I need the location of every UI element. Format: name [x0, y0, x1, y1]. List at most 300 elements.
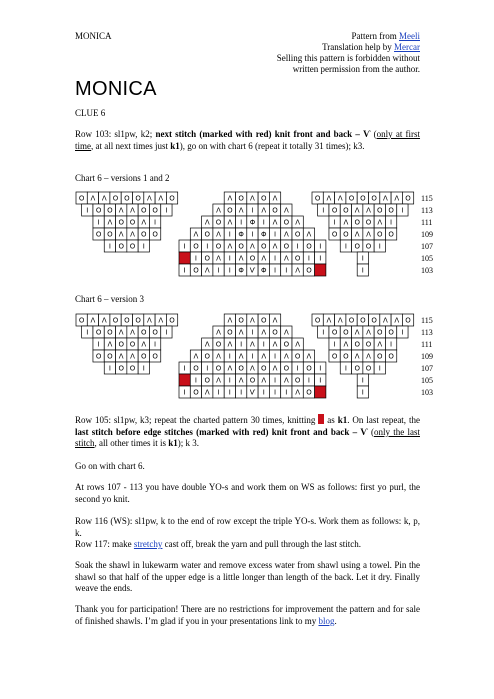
svg-text:O: O — [95, 328, 102, 337]
svg-text:I: I — [142, 242, 145, 251]
svg-text:O: O — [354, 218, 360, 227]
chart-cell-decrease — [247, 338, 258, 350]
svg-text:I: I — [307, 254, 310, 263]
row-number: 105 — [421, 376, 433, 385]
svg-text:O: O — [193, 242, 199, 251]
chart-cell-yarn-over — [374, 326, 385, 338]
chart-cell-yarn-over — [127, 216, 138, 228]
chart-cell-knit — [397, 326, 408, 338]
chart-cell-yarn-over — [258, 362, 269, 374]
chart-cell-knit — [190, 252, 201, 264]
chart-cell-yarn-over — [138, 228, 149, 240]
svg-text:Λ: Λ — [204, 388, 210, 397]
svg-text:O: O — [141, 230, 147, 239]
chart-cell-yarn-over — [357, 314, 368, 326]
chart-cell-yarn-over — [202, 374, 213, 386]
chart-cell-double-yo — [247, 216, 258, 228]
chart-cell-yarn-over — [402, 192, 413, 204]
svg-text:Λ: Λ — [272, 316, 278, 325]
svg-text:Λ: Λ — [90, 316, 96, 325]
svg-text:O: O — [135, 194, 141, 203]
chart-cell-yarn-over — [352, 216, 363, 228]
svg-text:Λ: Λ — [90, 194, 96, 203]
svg-text:O: O — [343, 328, 349, 337]
svg-text:I: I — [344, 242, 347, 251]
svg-text:I: I — [228, 376, 231, 385]
svg-text:I: I — [240, 218, 243, 227]
svg-text:O: O — [141, 352, 147, 361]
svg-text:I: I — [194, 254, 197, 263]
chart-cell-decrease — [247, 240, 258, 252]
chart-cell-decrease — [138, 338, 149, 350]
svg-text:I: I — [378, 242, 381, 251]
svg-text:Λ: Λ — [158, 194, 164, 203]
header-selling-notice: Selling this pattern is forbidden without — [276, 53, 420, 63]
svg-text:Λ: Λ — [158, 316, 164, 325]
svg-text:Λ: Λ — [250, 242, 255, 251]
chart-cell-yarn-over — [303, 386, 314, 398]
svg-text:O: O — [388, 352, 394, 361]
chart-cell-knit — [357, 374, 368, 386]
row105-text-e: last stitch before edge stitches (marked with red) knit front and back – Ѵ — [75, 426, 368, 437]
svg-text:Λ: Λ — [130, 328, 135, 337]
svg-text:O: O — [377, 206, 383, 215]
svg-text:O: O — [118, 218, 124, 227]
chart-cell-decrease — [269, 192, 280, 204]
svg-text:Λ: Λ — [377, 218, 383, 227]
chart-cell-decrease — [269, 314, 280, 326]
chart-cell-yarn-over — [281, 362, 292, 374]
svg-text:Λ: Λ — [141, 340, 147, 349]
svg-text:Λ: Λ — [118, 328, 124, 337]
svg-text:I: I — [228, 230, 231, 239]
svg-text:O: O — [238, 316, 244, 325]
svg-text:I: I — [108, 364, 111, 373]
chart-cell-knit — [340, 240, 351, 252]
chart-cell-knit — [269, 350, 280, 362]
chart-cell-knit — [247, 228, 258, 240]
chart-cell-yarn-over — [352, 338, 363, 350]
chart-cell-yarn-over — [76, 314, 87, 326]
svg-text:O: O — [283, 218, 290, 227]
chart-cell-yarn-over — [224, 326, 235, 338]
svg-text:O: O — [260, 242, 267, 251]
chart-cell-yarn-over — [190, 386, 201, 398]
chart-cell-yarn-over — [190, 362, 201, 374]
row-105-instructions — [75, 414, 420, 450]
chart-cell-decrease — [303, 228, 314, 240]
svg-text:O: O — [371, 194, 377, 203]
chart-cell-knit — [213, 264, 224, 276]
svg-text:Λ: Λ — [216, 352, 221, 361]
svg-text:Λ: Λ — [283, 328, 289, 337]
svg-text:Λ: Λ — [227, 242, 233, 251]
chart-cell-knit — [269, 264, 280, 276]
header-permission-notice: written permission from the author. — [292, 64, 420, 74]
svg-text:I: I — [361, 254, 364, 263]
svg-text:I: I — [274, 352, 277, 361]
svg-text:O: O — [294, 254, 301, 263]
chart-cell-yarn-over — [303, 362, 314, 374]
svg-text:I: I — [401, 328, 404, 337]
svg-text:Φ: Φ — [260, 266, 267, 275]
mercar-link[interactable]: Mercar — [394, 42, 420, 52]
svg-text:Λ: Λ — [261, 328, 267, 337]
svg-text:O: O — [365, 242, 372, 251]
chart-cell-double-yo — [258, 228, 269, 240]
svg-text:I: I — [333, 340, 336, 349]
chart-cell-knit — [329, 338, 340, 350]
chart-cell-decrease — [99, 192, 110, 204]
chart-cell-yarn-over — [269, 326, 280, 338]
svg-text:O: O — [204, 376, 211, 385]
blog-link[interactable]: blog — [318, 615, 335, 626]
chart-cell-knit — [202, 362, 213, 374]
svg-text:O: O — [215, 242, 222, 251]
row105-text-a: Row 105: sl1pw, k3; repeat the charted pattern 30 times, knitting — [75, 415, 319, 425]
chart-cell-knit — [149, 338, 160, 350]
svg-text:I: I — [378, 364, 381, 373]
svg-text:O: O — [249, 376, 256, 385]
chart-cell-knit — [224, 228, 235, 240]
chart-cell-decrease — [202, 386, 213, 398]
svg-text:Λ: Λ — [101, 316, 107, 325]
svg-text:Λ: Λ — [118, 206, 124, 215]
svg-text:Λ: Λ — [283, 206, 289, 215]
chart-cell-knit — [315, 362, 326, 374]
chart-cell-yarn-over — [269, 204, 280, 216]
svg-text:O: O — [95, 352, 102, 361]
chart-cell-yarn-over — [213, 240, 224, 252]
chart-cell-yarn-over — [312, 192, 323, 204]
chart-cell-decrease — [202, 216, 213, 228]
chart-cell-yarn-over — [258, 192, 269, 204]
chart-cell-decrease — [116, 350, 127, 362]
chart-cell-yarn-over — [363, 362, 374, 374]
svg-text:O: O — [388, 328, 394, 337]
chart-cell-decrease — [224, 240, 235, 252]
chart-cell-yarn-over — [138, 350, 149, 362]
svg-text:Λ: Λ — [238, 206, 244, 215]
chart-cell-knit — [318, 204, 329, 216]
chart-cell-yarn-over — [104, 350, 115, 362]
chart-cell-decrease — [258, 374, 269, 386]
chart-cell-red-edge — [179, 252, 190, 264]
svg-text:I: I — [154, 340, 157, 349]
svg-text:I: I — [108, 242, 111, 251]
chart-cell-yarn-over — [363, 338, 374, 350]
row-number: 109 — [421, 352, 433, 361]
svg-text:Λ: Λ — [283, 254, 289, 263]
svg-text:O: O — [124, 194, 130, 203]
chart-cell-yarn-over — [224, 204, 235, 216]
chart-cell-decrease — [190, 350, 201, 362]
svg-text:Λ: Λ — [118, 352, 124, 361]
svg-text:Λ: Λ — [107, 340, 113, 349]
svg-text:I: I — [274, 388, 277, 397]
soak-instructions: Soak the shawl in lukewarm water and remove excess water from shawl using a towel. Pin the shawl so that half of the upper edge is a little longer than length of the back. Let it dry. Finally weave the ends. — [75, 560, 420, 593]
chart-cell-yarn-over — [329, 204, 340, 216]
svg-text:O: O — [215, 364, 222, 373]
svg-text:O: O — [249, 254, 256, 263]
svg-text:O: O — [343, 230, 349, 239]
stretchy-link[interactable]: stretchy — [133, 539, 163, 549]
chart-cell-decrease — [269, 362, 280, 374]
chart-cell-knit — [224, 374, 235, 386]
chart-cell-decrease — [352, 350, 363, 362]
chart-cell-decrease — [104, 338, 115, 350]
rows-107-113-text: At rows 107 - 113 you have double YO-s and work them on WS as follows: first yo purl, the second yo knit. — [75, 482, 420, 504]
chart-cell-red-edge — [179, 374, 190, 386]
chart-cell-decrease — [281, 252, 292, 264]
svg-text:O: O — [272, 328, 278, 337]
chart-cell-yarn-over — [104, 228, 115, 240]
chart-cell-double-yo — [236, 264, 247, 276]
row-number: 107 — [421, 364, 433, 373]
svg-text:O: O — [107, 352, 113, 361]
chart-cell-decrease — [116, 228, 127, 240]
svg-text:I: I — [228, 266, 231, 275]
svg-text:Ѵ: Ѵ — [249, 266, 256, 275]
chart-cell-knit — [104, 240, 115, 252]
svg-text:I: I — [183, 266, 186, 275]
svg-text:I: I — [183, 364, 186, 373]
svg-text:I: I — [228, 388, 231, 397]
chart-cell-knit — [247, 350, 258, 362]
svg-text:Λ: Λ — [227, 340, 233, 349]
chart-cell-knit — [303, 252, 314, 264]
chart-cell-yarn-over — [93, 204, 104, 216]
chart-cell-yarn-over — [213, 362, 224, 374]
svg-text:O: O — [371, 316, 377, 325]
chart-cell-knit — [93, 216, 104, 228]
svg-text:O: O — [272, 206, 278, 215]
svg-text:Λ: Λ — [227, 364, 233, 373]
chart-cell-decrease — [202, 264, 213, 276]
svg-text:O: O — [306, 364, 312, 373]
svg-text:Λ: Λ — [204, 266, 210, 275]
svg-text:O: O — [260, 194, 267, 203]
chart-cell-knit — [357, 252, 368, 264]
chart-cell-knit — [269, 374, 280, 386]
chart-cell-yarn-over — [346, 314, 357, 326]
svg-text:Λ: Λ — [366, 206, 371, 215]
svg-text:I: I — [344, 364, 347, 373]
chart-cell-yarn-over — [121, 192, 132, 204]
chart-cell-decrease — [236, 374, 247, 386]
svg-text:O: O — [343, 352, 349, 361]
svg-text:I: I — [262, 218, 265, 227]
chart-cell-decrease — [281, 326, 292, 338]
chart-cell-decrease — [127, 204, 138, 216]
svg-text:Λ: Λ — [130, 230, 135, 239]
svg-text:O: O — [331, 352, 338, 361]
chart-cell-knit — [385, 338, 396, 350]
svg-text:I: I — [154, 218, 157, 227]
chart-cell-yarn-over — [340, 350, 351, 362]
chart-cell-decrease — [391, 192, 402, 204]
svg-text:I: I — [285, 388, 288, 397]
svg-text:I: I — [217, 266, 220, 275]
svg-text:I: I — [165, 328, 168, 337]
header-pattern-from: Pattern from — [351, 31, 399, 41]
row117-text-b: cast off, break the yarn and pull through the last stitch. — [162, 539, 361, 549]
header-translation-help: Translation help by — [322, 42, 395, 52]
svg-text:O: O — [388, 230, 394, 239]
chart-cell-yarn-over — [247, 252, 258, 264]
svg-text:O: O — [360, 194, 366, 203]
chart-cell-decrease — [281, 350, 292, 362]
row-117-text — [75, 539, 420, 551]
chart-cell-yarn-over — [292, 374, 303, 386]
svg-text:O: O — [118, 242, 124, 251]
chart-cell-decrease — [155, 192, 166, 204]
chart-cell-yarn-over — [121, 314, 132, 326]
chart-cell-decrease — [292, 386, 303, 398]
chart-cell-decrease — [99, 314, 110, 326]
svg-text:I: I — [228, 254, 231, 263]
chart-cell-yarn-over — [149, 204, 160, 216]
svg-text:Φ: Φ — [238, 230, 244, 239]
chart-cell-yarn-over — [236, 192, 247, 204]
row105-text-b: as — [324, 415, 338, 425]
chart-cell-decrease — [213, 228, 224, 240]
chart-cell-yarn-over — [236, 314, 247, 326]
svg-text:O: O — [141, 206, 147, 215]
chart-cell-yarn-over — [352, 240, 363, 252]
svg-text:Λ: Λ — [238, 328, 244, 337]
svg-text:I: I — [319, 376, 322, 385]
chart-cell-knit — [224, 386, 235, 398]
svg-text:O: O — [193, 266, 199, 275]
svg-text:I: I — [183, 242, 186, 251]
svg-text:O: O — [294, 376, 301, 385]
chart-cell-knit — [179, 362, 190, 374]
meeli-link[interactable]: Meeli — [399, 31, 420, 41]
chart-cell-knit — [224, 264, 235, 276]
svg-text:O: O — [129, 340, 136, 349]
chart-cell-knit — [224, 350, 235, 362]
kfb-symbol: Ѵ — [363, 129, 371, 139]
svg-text:Λ: Λ — [147, 316, 152, 325]
svg-text:O: O — [260, 364, 267, 373]
svg-text:O: O — [314, 194, 321, 203]
svg-text:I: I — [361, 376, 364, 385]
svg-text:O: O — [314, 316, 321, 325]
chart-cell-decrease — [363, 326, 374, 338]
chart-cell-decrease — [127, 228, 138, 240]
chart-cell-knit — [236, 338, 247, 350]
chart-cell-yarn-over — [346, 192, 357, 204]
svg-text:O: O — [118, 340, 124, 349]
svg-text:Λ: Λ — [272, 340, 278, 349]
svg-text:Λ: Λ — [343, 218, 349, 227]
chart-cell-knit — [149, 216, 160, 228]
svg-text:O: O — [129, 242, 136, 251]
chart-cell-knit — [202, 240, 213, 252]
svg-text:I: I — [142, 364, 145, 373]
chart-cell-kfb — [247, 264, 258, 276]
row105-text-d: . On last repeat, the — [347, 415, 421, 425]
svg-text:I: I — [262, 388, 265, 397]
row103-text-e: only at first time — [75, 129, 421, 151]
chart-cell-double-yo — [236, 228, 247, 240]
svg-text:I: I — [228, 352, 231, 361]
chart-cell-decrease — [258, 204, 269, 216]
chart-cell-yarn-over — [385, 326, 396, 338]
chart-cell-yarn-over — [329, 228, 340, 240]
chart-cell-knit — [138, 240, 149, 252]
row103-text-g: k1 — [170, 140, 180, 151]
svg-text:I: I — [390, 340, 393, 349]
chart-6-version-3 — [0, 314, 494, 409]
chart-cell-yarn-over — [76, 192, 87, 204]
chart-cell-decrease — [236, 252, 247, 264]
chart-cell-decrease — [213, 204, 224, 216]
chart-cell-knit — [179, 240, 190, 252]
chart-cell-decrease — [213, 326, 224, 338]
chart-cell-knit — [397, 204, 408, 216]
chart-cell-knit — [340, 362, 351, 374]
svg-text:Λ: Λ — [394, 316, 400, 325]
svg-text:I: I — [322, 206, 325, 215]
chart-6-versions-1-2 — [0, 192, 494, 287]
svg-text:Λ: Λ — [354, 328, 360, 337]
svg-text:Λ: Λ — [283, 376, 289, 385]
chart-cell-yarn-over — [329, 326, 340, 338]
chart-cell-knit — [161, 326, 172, 338]
svg-text:Λ: Λ — [216, 376, 221, 385]
svg-text:I: I — [251, 206, 254, 215]
svg-text:Λ: Λ — [366, 352, 371, 361]
chart-cell-yarn-over — [166, 192, 177, 204]
svg-text:Λ: Λ — [272, 364, 278, 373]
svg-text:Λ: Λ — [354, 352, 360, 361]
svg-text:Λ: Λ — [227, 194, 233, 203]
svg-text:Λ: Λ — [216, 230, 221, 239]
svg-text:I: I — [274, 254, 277, 263]
svg-text:Λ: Λ — [337, 194, 343, 203]
chart-cell-yarn-over — [247, 374, 258, 386]
svg-text:O: O — [365, 218, 372, 227]
chart-cell-decrease — [202, 338, 213, 350]
svg-text:O: O — [141, 328, 147, 337]
svg-text:O: O — [152, 328, 158, 337]
svg-text:O: O — [169, 194, 175, 203]
svg-text:O: O — [135, 316, 141, 325]
svg-text:Λ: Λ — [216, 254, 221, 263]
svg-text:O: O — [238, 242, 244, 251]
chart-cell-yarn-over — [127, 362, 138, 374]
chart-cell-yarn-over — [258, 314, 269, 326]
svg-text:Λ: Λ — [394, 194, 400, 203]
svg-text:Λ: Λ — [377, 340, 383, 349]
chart-cell-yarn-over — [281, 240, 292, 252]
chart-cell-yarn-over — [213, 216, 224, 228]
svg-text:Λ: Λ — [147, 194, 152, 203]
chart-cell-knit — [357, 264, 368, 276]
chart-cell-knit — [303, 374, 314, 386]
svg-text:O: O — [193, 364, 199, 373]
svg-text:I: I — [361, 266, 364, 275]
chart-cell-yarn-over — [116, 362, 127, 374]
svg-text:I: I — [296, 242, 299, 251]
chart-cell-decrease — [224, 216, 235, 228]
svg-text:Λ: Λ — [238, 376, 244, 385]
svg-text:O: O — [95, 206, 102, 215]
svg-text:Λ: Λ — [238, 254, 244, 263]
svg-text:O: O — [354, 242, 360, 251]
